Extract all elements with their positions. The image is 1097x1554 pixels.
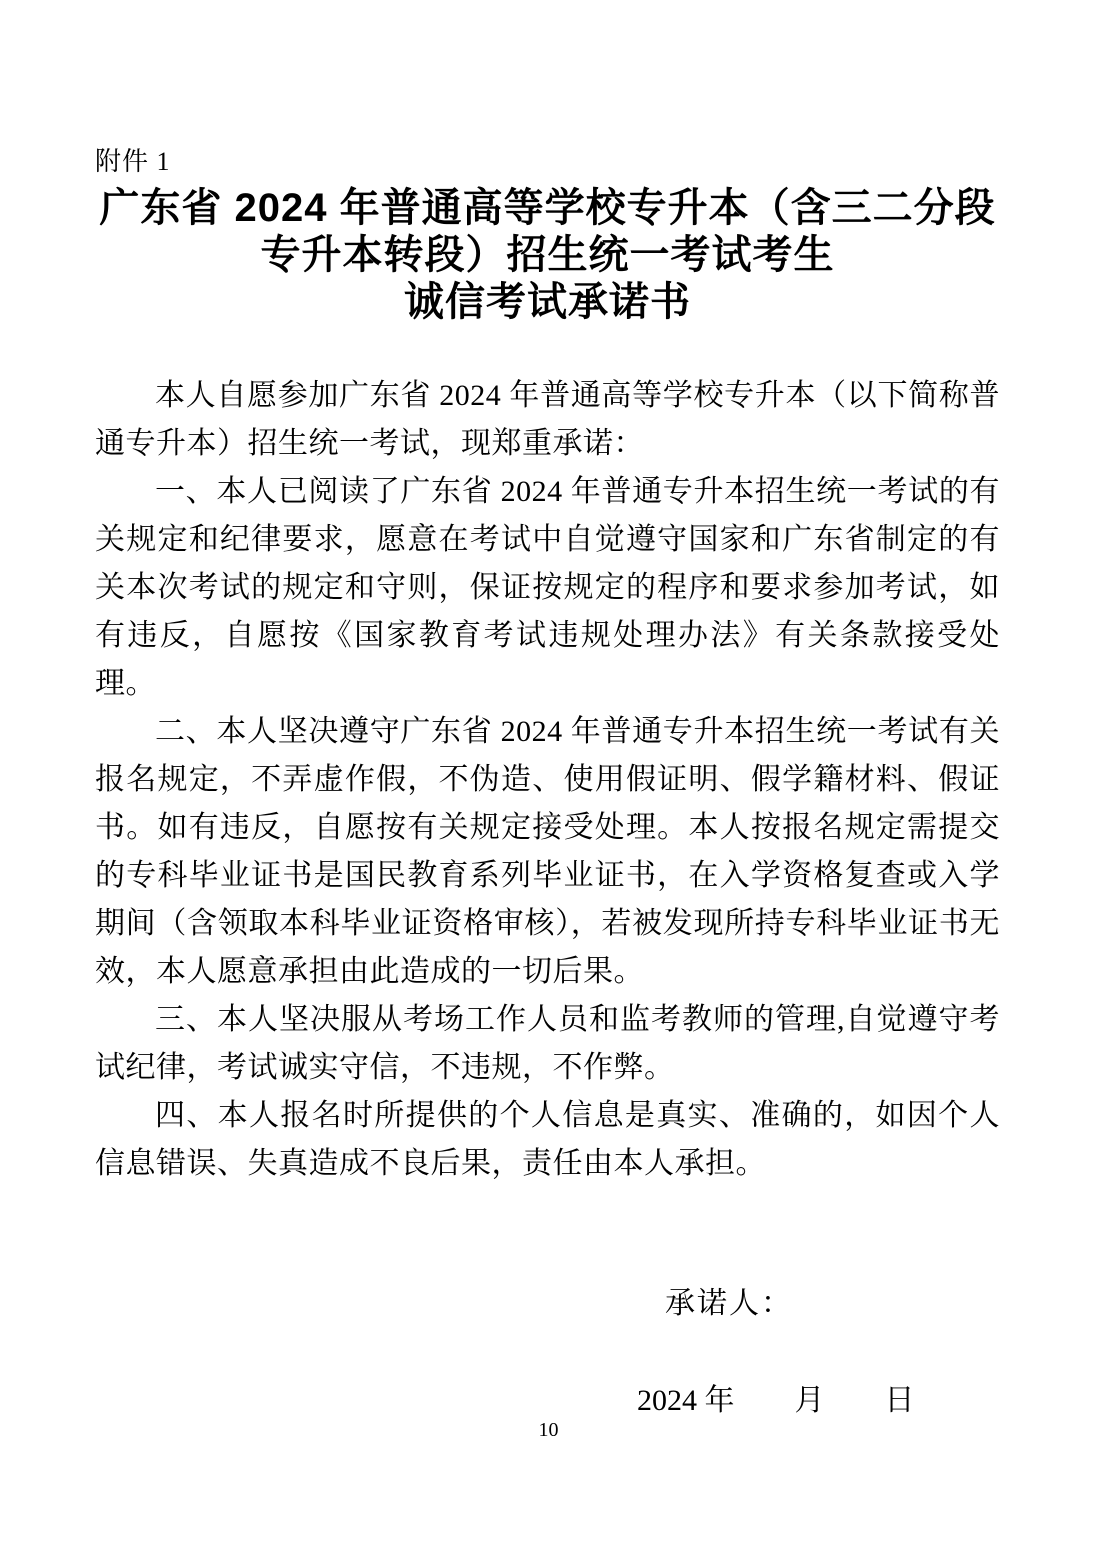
document-body [95, 372, 1000, 1188]
title-line-2: 专升本转段）招生统一考试考生 [260, 233, 835, 277]
paragraph-item-2: 二、本人坚决遵守广东省 2024 年普通专升本招生统一考试有关报名规定，不弄虚作假，不伪造、使用假证明、假学籍材料、假证书。如有违反，自愿按有关规定接受处理。本人按报名规定需提交的专科毕业证书是国民教育系列毕业证书，在入学资格复查或入学期间（含领取本科毕业证资格审核），若被发现所持专科毕业证书无效，本人愿意承担由此造成的一切后果。 [95, 715, 1000, 988]
document-title [95, 185, 1000, 326]
paragraph-item-1: 一、本人已阅读了广东省 2024 年普通专升本招生统一考试的有关规定和纪律要求，愿意在考试中自觉遵守国家和广东省制定的有关本次考试的规定和守则，保证按规定的程序和要求参加考试，如有违反，自愿按《国家教育考试违规处理办法》有关条款接受处理。 [95, 475, 1000, 700]
date-line: 2024 年 月 日 [637, 1384, 915, 1417]
title-line-1: 广东省 2024 年普通高等学校专升本（含三二分段 [99, 186, 996, 230]
title-line-3: 诚信考试承诺书 [404, 280, 691, 324]
paragraph-item-3: 三、本人坚决服从考场工作人员和监考教师的管理,自觉遵守考试纪律，考试诚实守信，不违规，不作弊。 [95, 1003, 1000, 1084]
attachment-label: 附件 1 [95, 147, 171, 176]
promisor-label: 承诺人： [665, 1287, 793, 1320]
page-number: 10 [538, 1419, 559, 1441]
paragraph-intro: 本人自愿参加广东省 2024 年普通高等学校专升本（以下简称普通专升本）招生统一考试，现郑重承诺： [95, 379, 1000, 460]
paragraph-item-4: 四、本人报名时所提供的个人信息是真实、准确的，如因个人信息错误、失真造成不良后果，责任由本人承担。 [95, 1099, 1000, 1180]
